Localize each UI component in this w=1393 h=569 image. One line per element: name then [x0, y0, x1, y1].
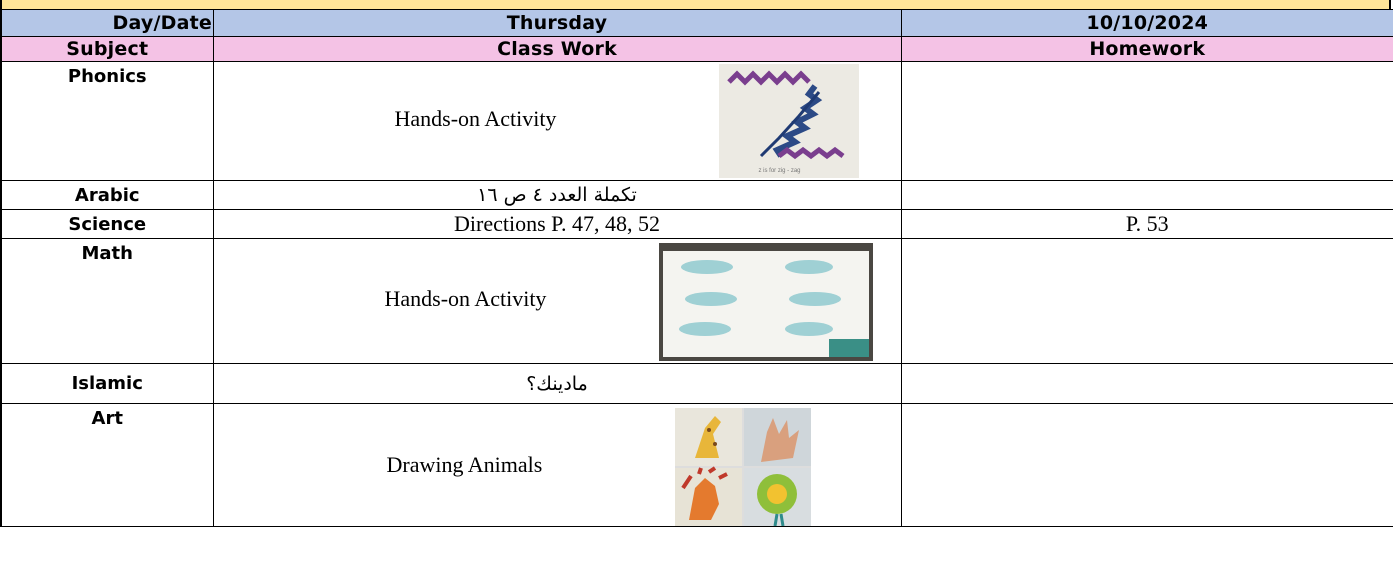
- date-cell: [901, 10, 1393, 37]
- subject-cell: Math: [1, 239, 213, 364]
- class-work-cell: مادينك؟: [213, 364, 901, 404]
- animal-photo-drawing: [675, 408, 811, 526]
- lesson-plan-table: [0, 9, 1393, 527]
- table-row: [1, 364, 1393, 404]
- class-work-cell: [213, 404, 901, 527]
- subject-cell: Science: [1, 210, 213, 239]
- date-value: 10/10/2024: [1086, 12, 1209, 34]
- class-work-header: Class Work: [213, 37, 901, 62]
- class-work-text: Drawing Animals: [386, 452, 543, 477]
- homework-cell: [901, 62, 1393, 181]
- animal-drawings-photo: [675, 408, 811, 526]
- homework-cell: [901, 364, 1393, 404]
- table-row: [1, 239, 1393, 364]
- table-row: [1, 62, 1393, 181]
- subject-cell: Art: [1, 404, 213, 527]
- homework-cell: [901, 181, 1393, 210]
- day-date-row: [1, 10, 1393, 37]
- day-cell: [213, 10, 901, 37]
- homework-cell: P. 53: [901, 210, 1393, 239]
- table-row: [1, 404, 1393, 527]
- class-work-text: Hands-on Activity: [394, 106, 557, 131]
- clouds-photo-drawing: [659, 243, 873, 361]
- zigzag-photo-drawing: [719, 64, 859, 178]
- class-work-cell: [213, 62, 901, 181]
- subject-cell: Islamic: [1, 364, 213, 404]
- class-work-cell: Directions P. 47, 48, 52: [213, 210, 901, 239]
- day-name: Thursday: [506, 12, 608, 34]
- clouds-activity-photo: [659, 243, 873, 361]
- homework-cell: [901, 239, 1393, 364]
- class-work-cell: [213, 239, 901, 364]
- zigzag-letter-photo: [719, 64, 859, 178]
- photo-caption: z is for zig - zag: [758, 168, 801, 174]
- table-row: [1, 210, 1393, 239]
- day-date-label-cell: [1, 10, 213, 37]
- day-date-label: Day/Date: [112, 12, 212, 34]
- subject-header: Subject: [1, 37, 213, 62]
- subject-cell: Arabic: [1, 181, 213, 210]
- homework-header: Homework: [901, 37, 1393, 62]
- table-row: [1, 181, 1393, 210]
- class-work-cell: تكملة العدد ٤ ص ١٦: [213, 181, 901, 210]
- column-header-row: [1, 37, 1393, 62]
- homework-cell: [901, 404, 1393, 527]
- subject-cell: Phonics: [1, 62, 213, 181]
- class-work-text: Hands-on Activity: [384, 286, 547, 311]
